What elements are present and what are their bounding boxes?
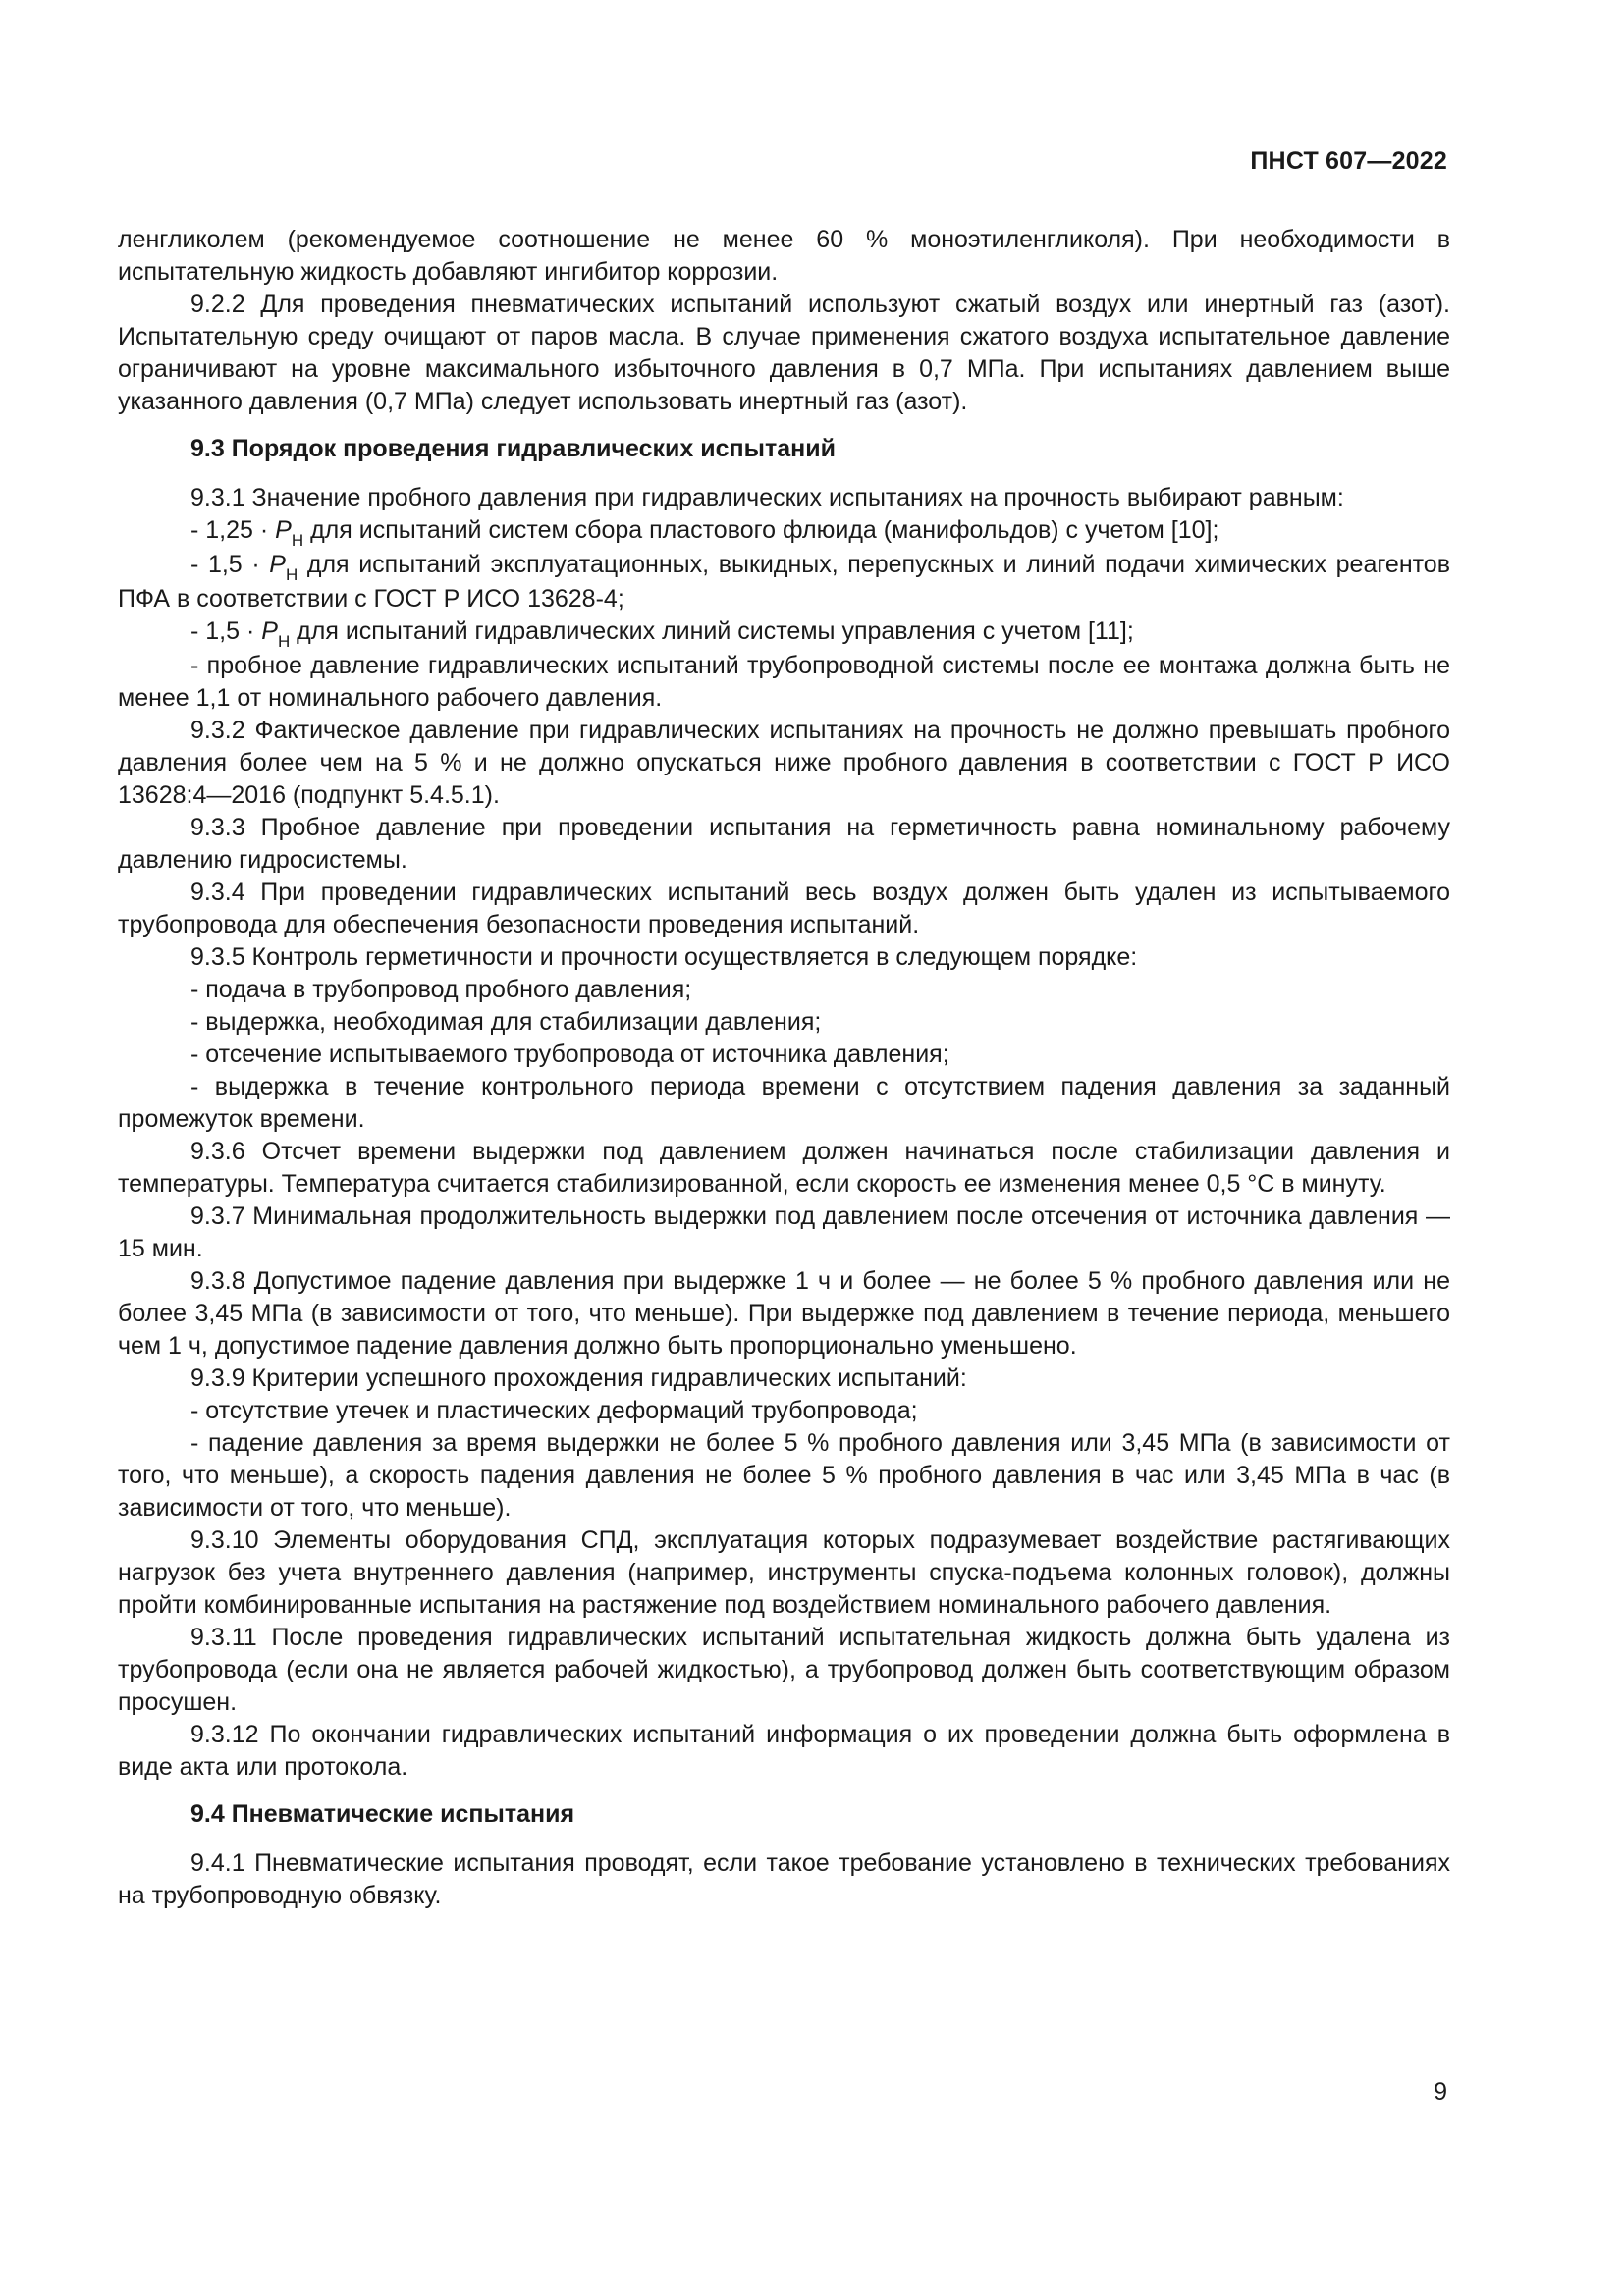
paragraph-9-3-1: 9.3.1 Значение пробного давления при гидравлических испытаниях на прочность выбирают равным:	[190, 484, 1344, 511]
paragraph-9-3-11: 9.3.11 После проведения гидравлических испытаний испытательная жидкость должна быть удалена из трубопровода (если она не является рабочей жидкостью), а трубопровод должен быть соответствующим образом просушен.	[118, 1624, 1450, 1716]
paragraph-9-3-10: 9.3.10 Элементы оборудования СПД, эксплуатация которых подразумевает воздействие растягивающих нагрузок без учета внутреннего давления (например, инструменты спуска-подъема колонных головок), должны пройти комбинированные испытания на растяжение под воздействием номинального рабочего давления.	[118, 1526, 1450, 1619]
paragraph-9-4-1: 9.4.1 Пневматические испытания проводят, если такое требование установлено в технических требованиях на трубопроводную обвязку.	[118, 1849, 1450, 1909]
paragraph-9-3-9: 9.3.9 Критерии успешного прохождения гидравлических испытаний:	[190, 1364, 967, 1392]
paragraph-9-3-3: 9.3.3 Пробное давление при проведении испытания на герметичность равна номинальному рабочему давлению гидросистемы.	[118, 814, 1450, 874]
list-item-step-2: - выдержка, необходимая для стабилизации давления;	[190, 1008, 822, 1036]
list-item-step-3: - отсечение испытываемого трубопровода от источника давления;	[190, 1041, 949, 1068]
paragraph-9-3-7: 9.3.7 Минимальная продолжительность выдержки под давлением после отсечения от источника давления — 15 мин.	[118, 1202, 1450, 1262]
paragraph-continuation: ленгликолем (рекомендуемое соотношение не менее 60 % моноэтиленгликоля). При необходимости в испытательную жидкость добавляют ингибитор коррозии.	[118, 226, 1450, 286]
list-item-criterion-2: - падение давления за время выдержки не более 5 % пробного давления или 3,45 МПа (в зависимости от того, что меньше), а скорость падения давления не более 5 % пробного давления в час или 3,45 МПа в час (в зависимости от того, что меньше).	[118, 1429, 1450, 1522]
list-item-criterion-1: - отсутствие утечек и пластических деформаций трубопровода;	[190, 1397, 918, 1424]
list-item-pressure-3: - $1,5 \cdot P_Н$ для испытаний гидравлических линий системы управления с учетом [11];	[190, 617, 1134, 651]
section-heading-9-3: 9.3 Порядок проведения гидравлических испытаний	[190, 435, 836, 462]
document-code: ПНСТ 607—2022	[1250, 147, 1447, 175]
paragraph-9-3-12: 9.3.12 По окончании гидравлических испытаний информация о их проведении должна быть оформлена в виде акта или протокола.	[118, 1721, 1450, 1781]
section-heading-9-4: 9.4 Пневматические испытания	[190, 1800, 575, 1828]
paragraph-9-3-8: 9.3.8 Допустимое падение давления при выдержке 1 ч и более — не более 5 % пробного давления или не более 3,45 МПа (в зависимости от того, что меньше). При выдержке под давлением в течение периода, меньшего чем 1 ч, допустимое падение давления должно быть пропорционально уменьшено.	[118, 1267, 1450, 1360]
paragraph-9-2-2: 9.2.2 Для проведения пневматических испытаний используют сжатый воздух или инертный газ (азот). Испытательную среду очищают от паров масла. В случае применения сжатого воздуха испытательное давление ограничивают на уровне максимального избыточного давления в 0,7 МПа. При испытаниях давлением выше указанного давления (0,7 МПа) следует использовать инертный газ (азот).	[118, 291, 1450, 415]
list-item-pressure-1: - $1,25 \cdot P_Н$ для испытаний систем сбора пластового флюида (манифольдов) с учетом [10];	[190, 516, 1219, 550]
list-item-step-1: - подача в трубопровод пробного давления;	[190, 976, 692, 1003]
paragraph-9-3-5: 9.3.5 Контроль герметичности и прочности осуществляется в следующем порядке:	[190, 943, 1138, 971]
list-item-step-4: - выдержка в течение контрольного периода времени с отсутствием падения давления за заданный промежуток времени.	[118, 1073, 1450, 1133]
paragraph-9-3-2: 9.3.2 Фактическое давление при гидравлических испытаниях на прочность не должно превышать пробного давления более чем на 5 % и не должно опускаться ниже пробного давления в соответствии с ГОСТ Р ИСО 13628:4—2016 (подпункт 5.4.5.1).	[118, 717, 1450, 809]
list-item-pressure-4: - пробное давление гидравлических испытаний трубопроводной системы после ее монтажа должна быть не менее 1,1 от номинального рабочего давления.	[118, 652, 1450, 712]
paragraph-9-3-6: 9.3.6 Отсчет времени выдержки под давлением должен начинаться после стабилизации давления и температуры. Температура считается стабилизированной, если скорость ее изменения менее 0,5 °С в минуту.	[118, 1138, 1450, 1198]
document-body	[118, 224, 1450, 1912]
paragraph-9-3-4: 9.3.4 При проведении гидравлических испытаний весь воздух должен быть удален из испытываемого трубопровода для обеспечения безопасности проведения испытаний.	[118, 879, 1450, 938]
list-item-pressure-2: - $1,5 \cdot P_Н$ для испытаний эксплуатационных, выкидных, перепускных и линий подачи химических реагентов ПФА в соответствии с ГОСТ Р ИСО 13628-4;	[118, 551, 1450, 613]
page-number: 9	[1434, 2078, 1447, 2106]
